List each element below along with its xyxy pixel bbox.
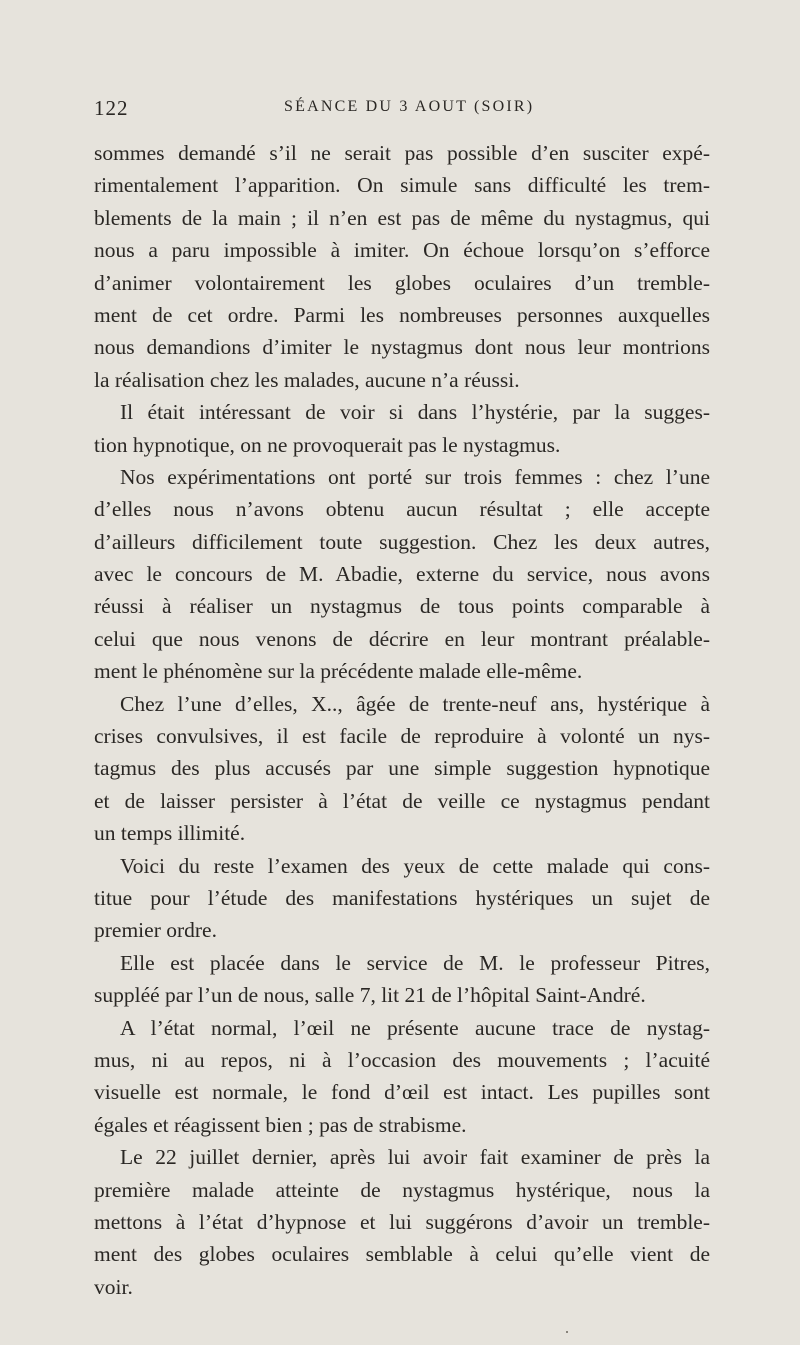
text-line: celui que nous venons de décrire en leur montrant préalable-: [94, 626, 710, 651]
text-line: et de laisser persister à l’état de veille ce nystagmus pendant: [94, 788, 710, 813]
paragraph-start-line: Il était intéressant de voir si dans l’hystérie, par la sugges-: [120, 400, 710, 425]
text-line: avec le concours de M. Abadie, externe du service, nous avons: [94, 562, 710, 587]
paragraph-start-line: A l’état normal, l’œil ne présente aucune trace de nystag-: [120, 1015, 710, 1040]
paragraph-start-line: Chez l’une d’elles, X.., âgée de trente-neuf ans, hystérique à: [120, 691, 710, 716]
paragraph-start-line: Le 22 juillet dernier, après lui avoir fait examiner de près la: [120, 1145, 710, 1170]
paper-speck: [566, 1331, 568, 1333]
text-line: crises convulsives, il est facile de reproduire à volonté un nys-: [94, 724, 710, 749]
text-line: premier ordre.: [94, 918, 217, 943]
text-line: égales et réagissent bien ; pas de strabisme.: [94, 1112, 467, 1137]
text-line: visuelle est normale, le fond d’œil est intact. Les pupilles sont: [94, 1080, 710, 1105]
text-line: suppléé par l’un de nous, salle 7, lit 21 de l’hôpital Saint-André.: [94, 983, 646, 1008]
text-line: d’animer volontairement les globes oculaires d’un tremble-: [94, 270, 710, 295]
paragraph-start-line: Elle est placée dans le service de M. le professeur Pitres,: [120, 950, 710, 975]
text-line: tagmus des plus accusés par une simple suggestion hypnotique: [94, 756, 710, 781]
text-line: ment des globes oculaires semblable à celui qu’elle vient de: [94, 1242, 710, 1267]
page-header: [94, 96, 714, 126]
text-line: nous demandions d’imiter le nystagmus dont nous leur montrions: [94, 335, 710, 360]
text-line: titue pour l’étude des manifestations hystériques un sujet de: [94, 885, 710, 910]
text-line: sommes demandé s’il ne serait pas possible d’en susciter expé-: [94, 141, 710, 165]
text-line: d’elles nous n’avons obtenu aucun résultat ; elle accepte: [94, 497, 710, 522]
text-line: blements de la main ; il n’en est pas de même du nystagmus, qui: [94, 205, 710, 230]
paragraph-start-line: Voici du reste l’examen des yeux de cette malade qui cons-: [120, 853, 710, 878]
text-line: réussi à réaliser un nystagmus de tous points comparable à: [94, 594, 710, 619]
body-text: [94, 137, 710, 1303]
text-line: mettons à l’état d’hypnose et lui suggérons d’avoir un tremble-: [94, 1209, 710, 1234]
text-line: voir.: [94, 1274, 133, 1299]
text-line: ment le phénomène sur la précédente malade elle-même.: [94, 659, 583, 684]
running-head: SÉANCE DU 3 AOUT (SOIR): [284, 98, 535, 115]
text-line: nous a paru impossible à imiter. On échoue lorsqu’on s’efforce: [94, 238, 710, 263]
text-line: un temps illimité.: [94, 821, 246, 846]
paragraph-start-line: Nos expérimentations ont porté sur trois femmes : chez l’une: [120, 464, 710, 489]
text-line: première malade atteinte de nystagmus hystérique, nous la: [94, 1177, 710, 1202]
text-line: ment de cet ordre. Parmi les nombreuses personnes auxquelles: [94, 302, 710, 327]
text-line: tion hypnotique, on ne provoquerait pas le nystagmus.: [94, 432, 561, 457]
text-line: la réalisation chez les malades, aucune n’a réussi.: [94, 367, 520, 392]
text-line: mus, ni au repos, ni à l’occasion des mouvements ; l’acuité: [94, 1047, 710, 1072]
page-number: 122: [94, 96, 129, 120]
text-line: rimentalement l’apparition. On simule sans difficulté les trem-: [94, 173, 710, 198]
text-line: d’ailleurs difficilement toute suggestion. Chez les deux autres,: [94, 529, 710, 554]
